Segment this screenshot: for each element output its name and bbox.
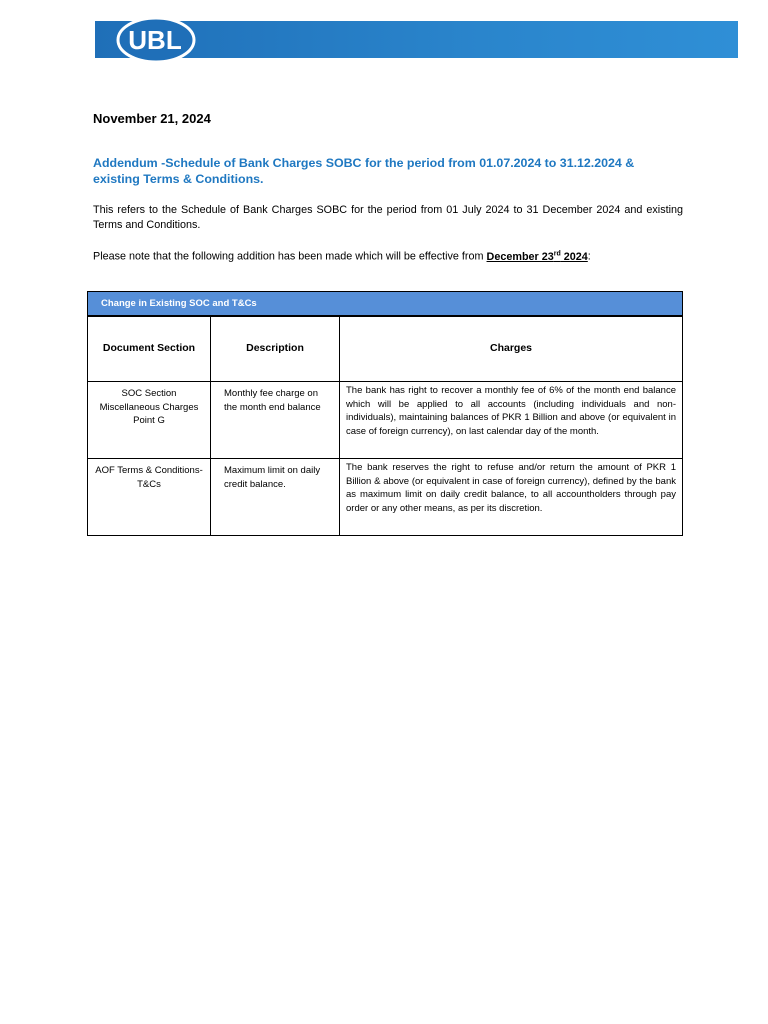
tagline-word: first bbox=[694, 60, 716, 74]
effective-text: Please note that the following addition has been made which will be effective from bbox=[93, 250, 487, 263]
tagline-word: where bbox=[621, 63, 646, 73]
effective-date-year: 2024 bbox=[560, 250, 588, 263]
cell-charges: The bank has right to recover a monthly fee of 6% of the month end balance which will be applied to all accounts (including individuals and non-individuals), maintaining balances of PKR 1 Billion and above (or equivalent in case of foreign currency), on last calendar day of the month. bbox=[340, 382, 683, 459]
ubl-logo bbox=[115, 14, 197, 66]
letter-title: Addendum -Schedule of Bank Charges SOBC for the period from 01.07.2024 to 31.12.2024 & existing Terms & Conditions. bbox=[93, 156, 635, 186]
table-caption: Change in Existing SOC and T&Cs bbox=[87, 291, 683, 316]
effective-paragraph bbox=[93, 247, 683, 264]
effective-date-day: December 23 bbox=[486, 250, 554, 263]
cell-charges: The bank reserves the right to refuse and/or return the amount of PKR 1 Billion & above (or equivalent in case of foreign currency), defined by the bank as maximum limit on daily credit balance, to all accountholders through pay order or any other means, as per its discretion. bbox=[340, 459, 683, 536]
brand-tagline bbox=[622, 60, 716, 74]
tagline-word: you bbox=[647, 60, 669, 74]
logo-text: UBL bbox=[128, 25, 182, 55]
cell-description: Monthly fee charge on the month end balance bbox=[211, 382, 340, 459]
letter-date: November 21, 2024 bbox=[93, 111, 211, 126]
header-description: Description bbox=[211, 317, 340, 382]
header-charges: Charges bbox=[340, 317, 683, 382]
tagline-word: come bbox=[670, 63, 693, 73]
table-header-row bbox=[88, 317, 683, 382]
cell-description: Maximum limit on daily credit balance. bbox=[211, 459, 340, 536]
effective-date-suffix: rd bbox=[553, 250, 561, 257]
effective-colon: : bbox=[587, 250, 591, 263]
header-document-section: Document Section bbox=[88, 317, 211, 382]
cell-section: SOC Section Miscellaneous Charges Point G bbox=[88, 382, 211, 459]
table-row bbox=[88, 459, 683, 536]
charges-grid bbox=[87, 316, 683, 536]
effective-date bbox=[487, 251, 588, 263]
cell-section: AOF Terms & Conditions- T&Cs bbox=[88, 459, 211, 536]
intro-paragraph: This refers to the Schedule of Bank Charges SOBC for the period from 01 July 2024 to 31 December 2024 and existing Terms and Conditions. bbox=[93, 204, 683, 231]
table-row bbox=[88, 382, 683, 459]
charges-table bbox=[87, 291, 683, 536]
